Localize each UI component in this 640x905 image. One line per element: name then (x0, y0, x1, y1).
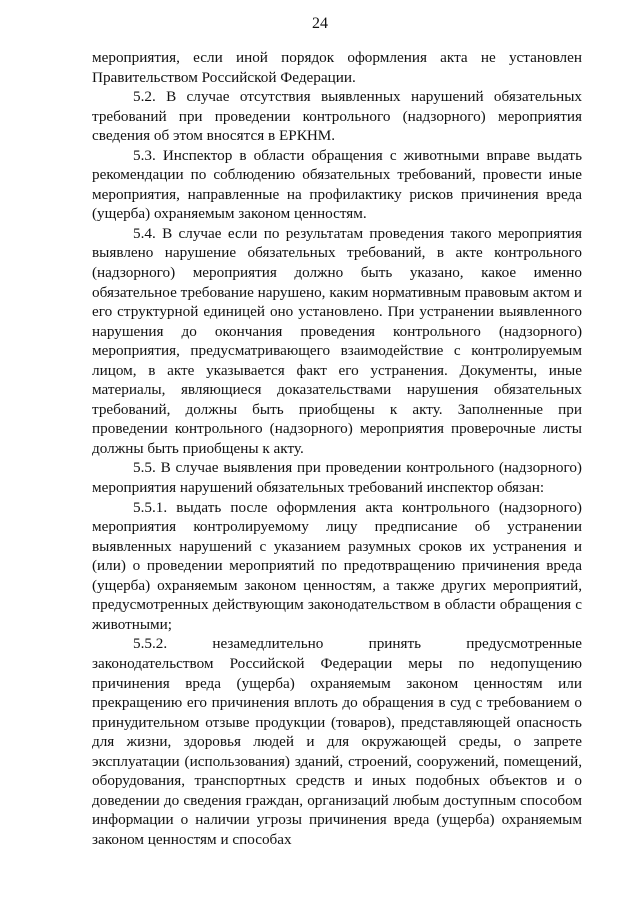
paragraph-5-5-2: 5.5.2. незамедлительно принять предусмотренные законодательством Российской Федерации меры по недопущению причинения вреда (ущерба) охраняемым законом ценностям или прекращению его причинения вплоть до обращения в суд с требованием о принудительном отзыве продукции (товаров), представляющей опасность для жизни, здоровья людей и для окружающей среды, о запрете эксплуатации (использования) зданий, строений, сооружений, помещений, оборудования, транспортных средств и иных подобных объектов и о доведении до сведения граждан, организаций любым доступным способом информации о наличии угрозы причинения вреда (ущерба) охраняемым законом ценностям и способах (92, 635, 582, 848)
paragraph-5-3: 5.3. Инспектор в области обращения с животными вправе выдать рекомендации по соблюдению обязательных требований, провести иные мероприятия, направленные на профилактику рисков причинения вреда (ущерба) охраняемым законом ценностям. (92, 146, 582, 223)
paragraph-continuation: мероприятия, если иной порядок оформления акта не установлен Правительством Российской Федерации. (92, 49, 582, 86)
paragraph-5-2: 5.2. В случае отсутствия выявленных нарушений обязательных требований при проведении контрольного (надзорного) мероприятия сведения об этом вносятся в ЕРКНМ. (92, 88, 582, 145)
document-body (92, 48, 582, 849)
page-number: 24 (312, 15, 328, 32)
paragraph-5-5: 5.5. В случае выявления при проведении контрольного (надзорного) мероприятия нарушений обязательных требований инспектор обязан: (92, 459, 582, 497)
paragraph-5-4: 5.4. В случае если по результатам проведения такого мероприятия выявлено нарушение обязательных требований, в акте контрольного (надзорного) мероприятия должно быть указано, какое именно обязательное требование нарушено, каким нормативным правовым актом и его структурной единицей оно установлено. При устранении выявленного нарушения до окончания проведения контрольного (надзорного) мероприятия, предусматривающего взаимодействие с контролируемым лицом, в акте указывается факт его устранения. Документы, иные материалы, являющиеся доказательствами нарушения обязательных требований, должны быть приобщены к акту. Заполненные при проведении контрольного (надзорного) мероприятия проверочные листы должны быть приобщены к акту. (92, 224, 582, 457)
paragraph-5-5-1: 5.5.1. выдать после оформления акта контрольного (надзорного) мероприятия контролируемому лицу предписание об устранении выявленных нарушений с указанием разумных сроков их устранения и (или) о проведении мероприятий по предотвращению причинения вреда (ущерба) охраняемым законом ценностям, а также других мероприятий, предусмотренных действующим законодательством в области обращения с животными; (92, 498, 582, 633)
